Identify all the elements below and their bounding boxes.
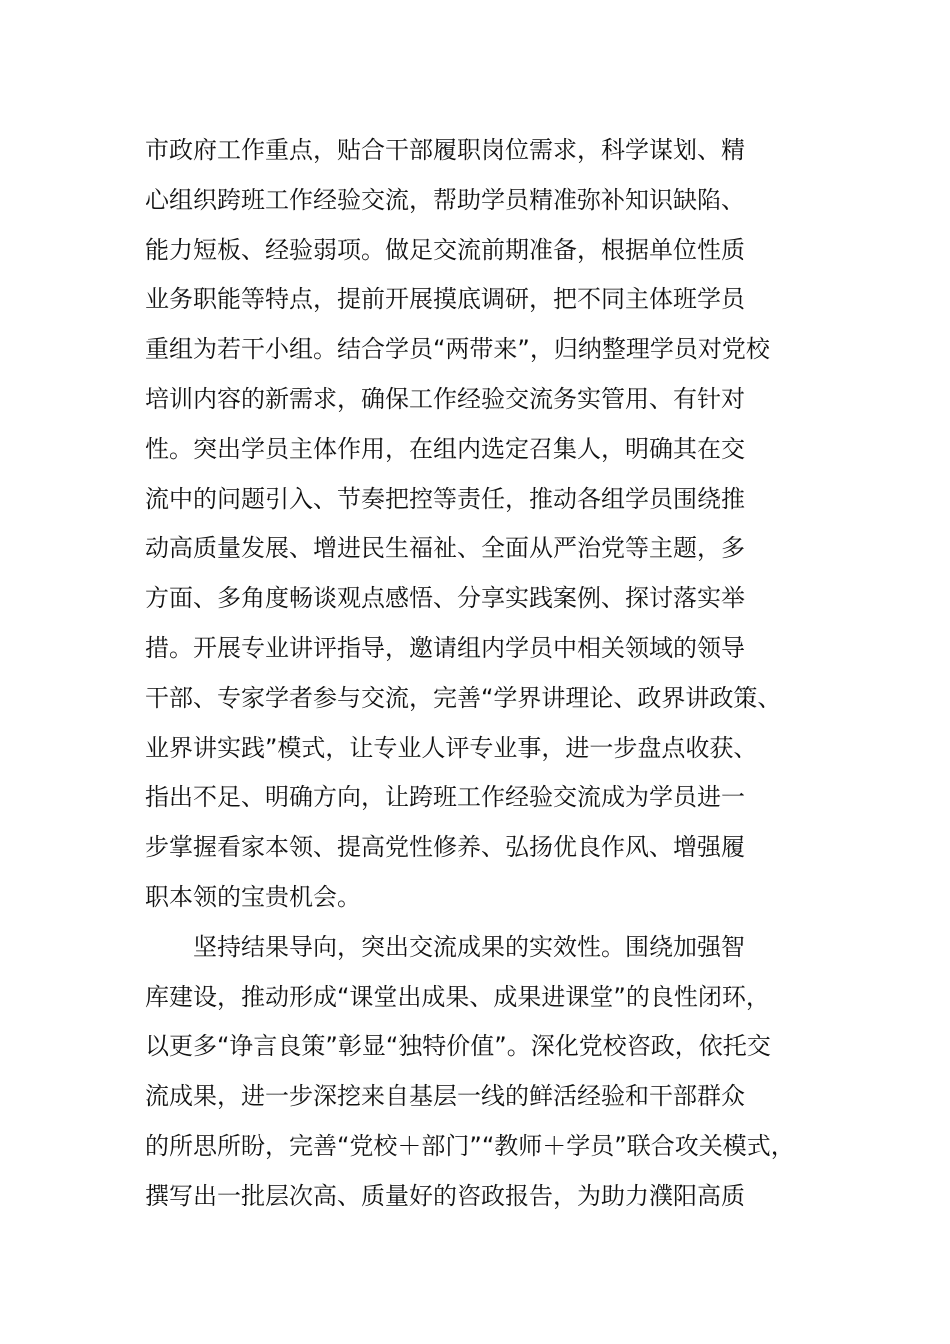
- text-line-11: 措。开展专业讲评指导，邀请组内学员中相关领域的领导: [145, 633, 745, 662]
- text-line-10: 方面、多角度畅谈观点感悟、分享实践案例、探讨落实举: [145, 584, 745, 613]
- text-line-22: 撰写出一批层次高、质量好的咨政报告，为助力濮阳高质: [145, 1181, 745, 1210]
- text-line-19: 以更多“诤言良策”彰显“独特价值”。深化党校咨政，依托交: [145, 1032, 771, 1061]
- body-text: [145, 126, 835, 1222]
- text-line-16: 职本领的宝贵机会。: [145, 882, 361, 911]
- text-line-12: 干部、专家学者参与交流，完善“学界讲理论、政界讲政策、: [145, 683, 782, 712]
- text-line-3: 能力短板、经验弱项。做足交流前期准备，根据单位性质: [145, 235, 745, 264]
- text-line-15: 步掌握看家本领、提高党性修养、弘扬优良作风、增强履: [145, 833, 745, 862]
- text-line-21: 的所思所盼，完善“党校＋部门”“教师＋学员”联合攻关模式，: [145, 1131, 795, 1160]
- text-line-7: 性。突出学员主体作用，在组内选定召集人，明确其在交: [145, 434, 745, 463]
- text-line-14: 指出不足、明确方向，让跨班工作经验交流成为学员进一: [145, 783, 745, 812]
- text-line-4: 业务职能等特点，提前开展摸底调研，把不同主体班学员: [145, 285, 745, 314]
- text-line-6: 培训内容的新需求，确保工作经验交流务实管用、有针对: [145, 384, 745, 413]
- text-line-20: 流成果，进一步深挖来自基层一线的鲜活经验和干部群众: [145, 1082, 745, 1111]
- text-line-1: 市政府工作重点，贴合干部履职岗位需求，科学谋划、精: [145, 136, 745, 164]
- text-line-8: 流中的问题引入、节奏把控等责任，推动各组学员围绕推: [145, 484, 745, 513]
- text-line-5: 重组为若干小组。结合学员“两带来”，归纳整理学员对党校: [145, 335, 770, 364]
- text-line-9: 动高质量发展、增进民生福祉、全面从严治党等主题，多: [145, 534, 745, 563]
- text-line-2: 心组织跨班工作经验交流，帮助学员精准弥补知识缺陷、: [145, 185, 745, 214]
- text-line-13: 业界讲实践”模式，让专业人评专业事，进一步盘点收获、: [145, 733, 758, 762]
- text-line-18: 库建设，推动形成“课堂出成果、成果进课堂”的良性闭环，: [145, 982, 770, 1011]
- paragraph-start-line: 坚持结果导向，突出交流成果的实效性。围绕加强智: [193, 932, 745, 961]
